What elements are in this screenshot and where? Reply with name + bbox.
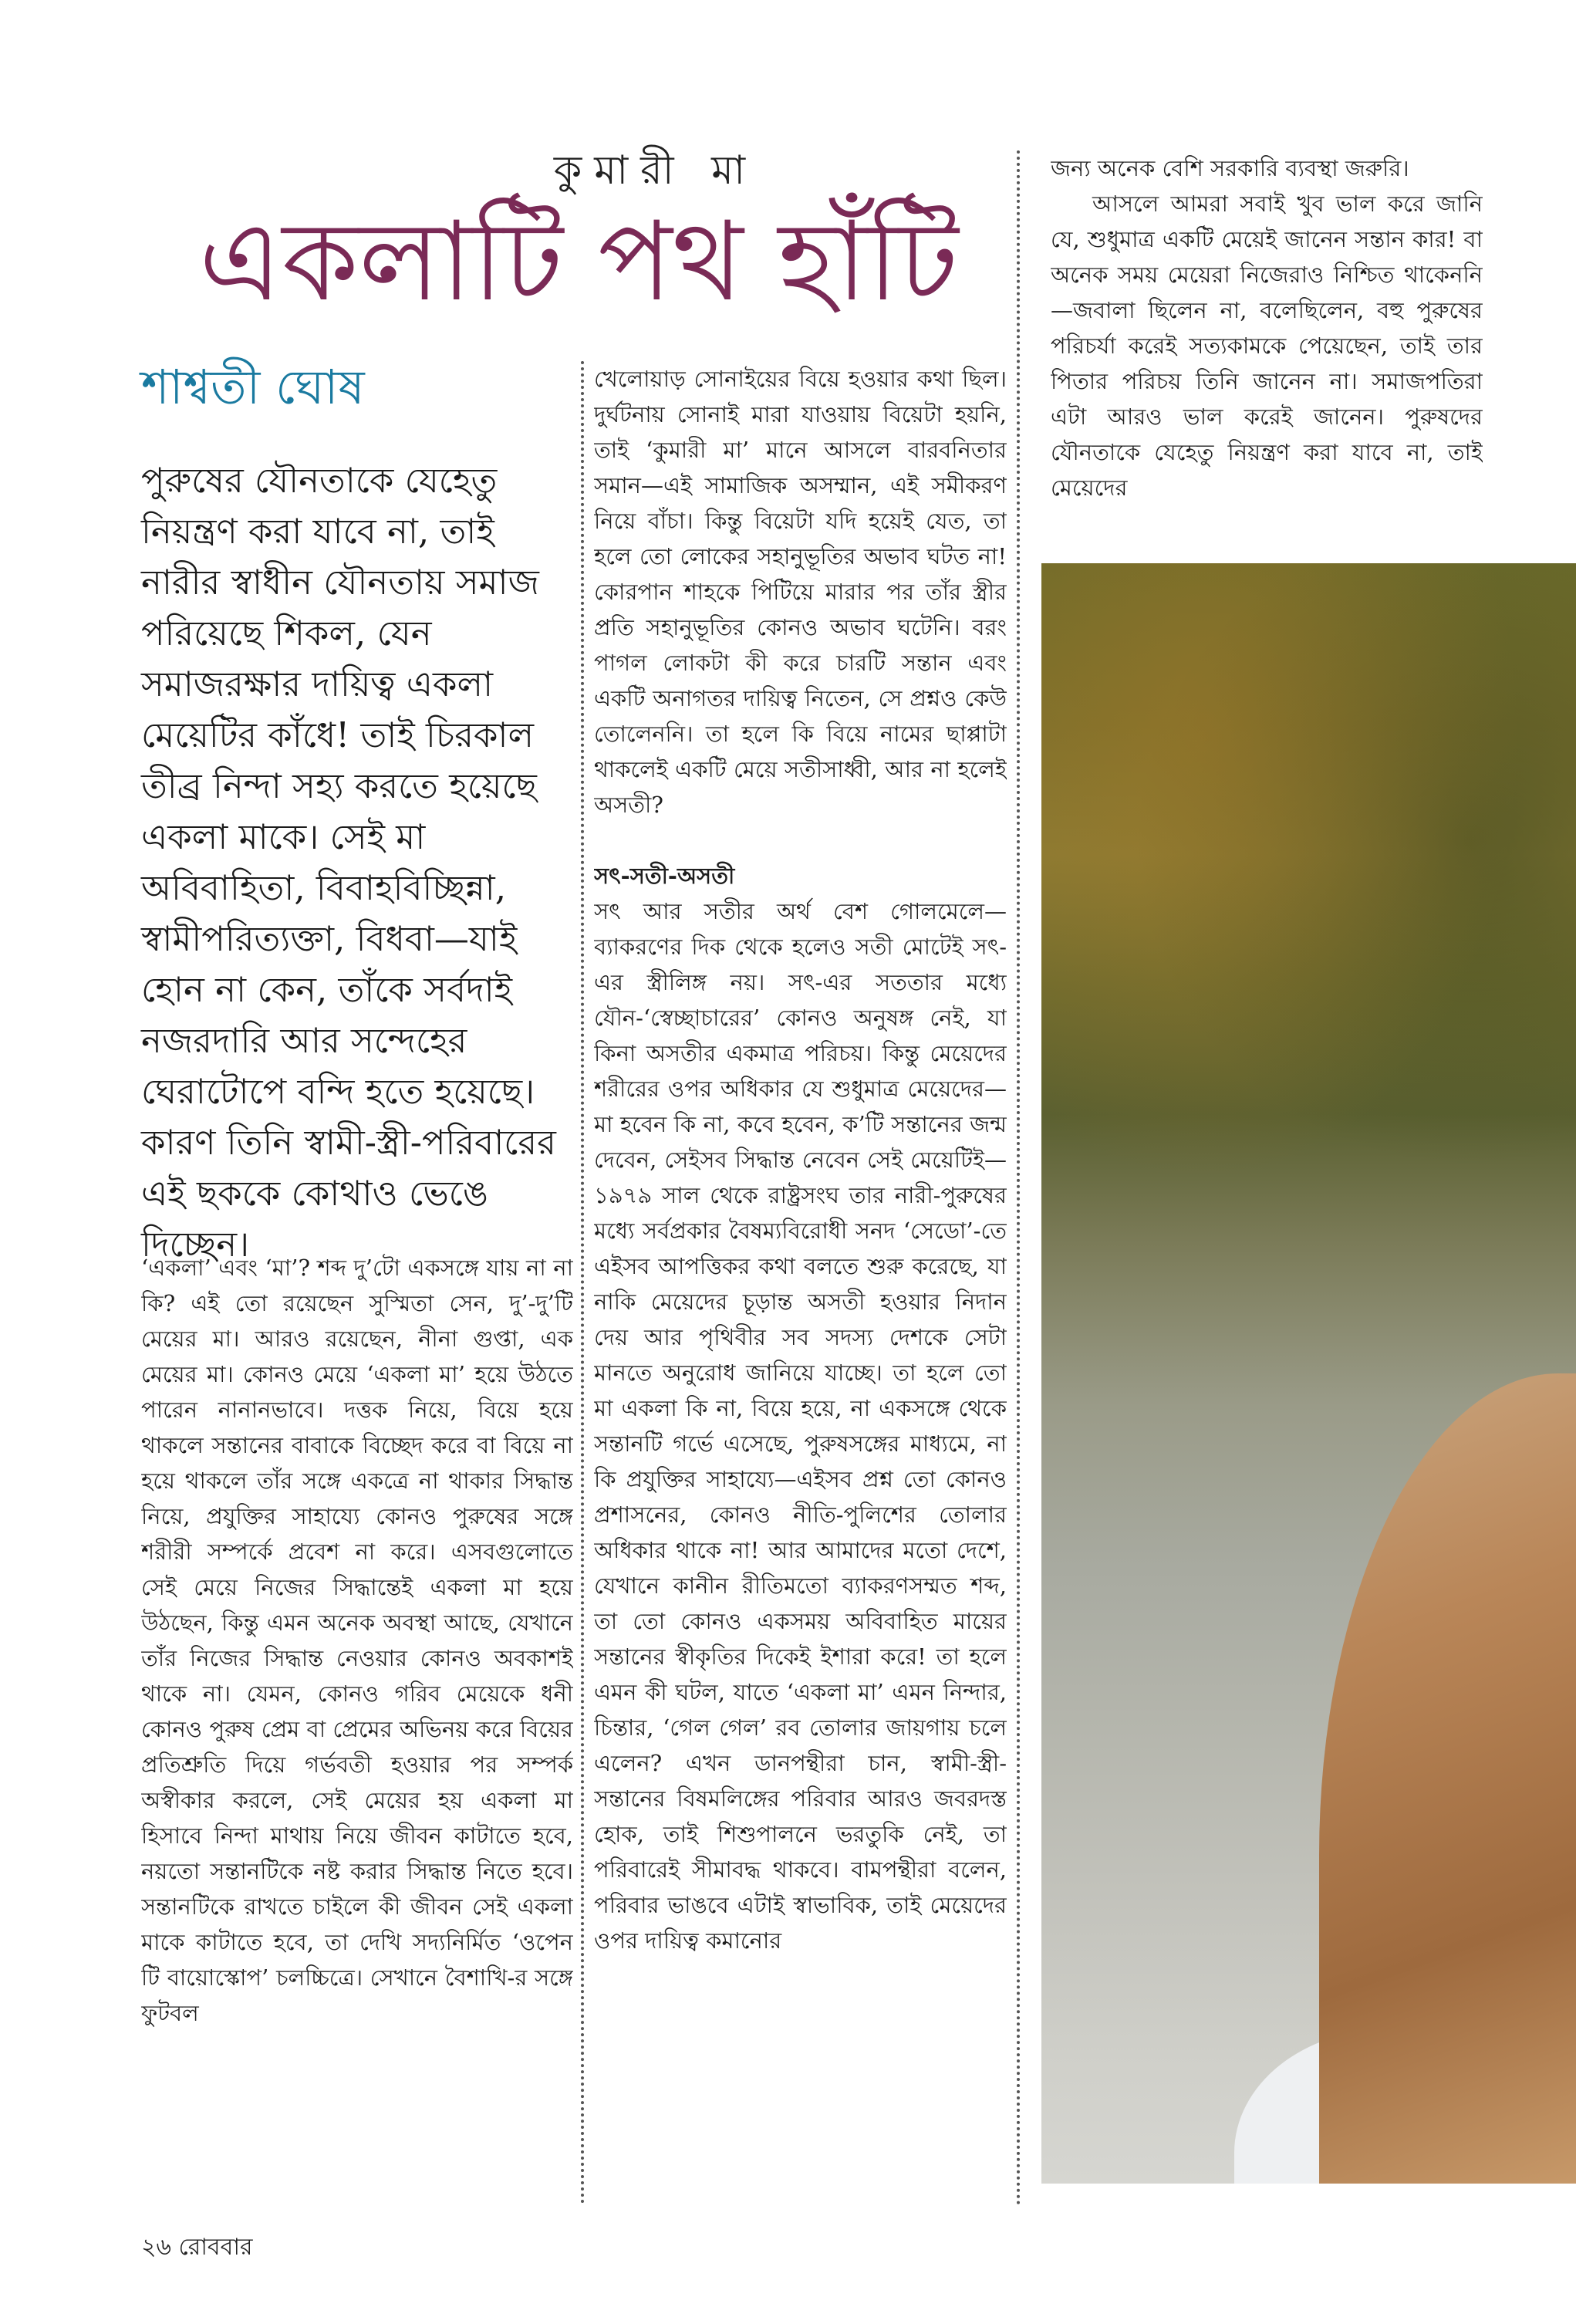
standfirst [141,455,573,1270]
column-divider [581,361,584,2205]
standfirst-text: পুরুষের যৌনতাকে যেহেতু নিয়ন্ত্রণ করা যাবে না, তাই নারীর স্বাধীন যৌনতায় সমাজ পরিয়েছে শিকল, যেন সমাজরক্ষার দায়িত্ব একলা মেয়েটির কাঁধে! তাই চিরকাল তীব্র নিন্দা সহ্য করতে হয়েছে একলা মাকে। সেই মা অবিবাহিতা, বিবাহবিচ্ছিন্না, স্বামীপরিত্যক্তা, বিধবা—যাই হোন না কেন, তাঁকে সর্বদাই নজরদারি আর সন্দেহের ঘেরাটোপে বন্দি হতে হয়েছে। কারণ তিনি স্বামী-স্ত্রী-পরিবারের এই ছককে কোথাও ভেঙে দিচ্ছেন। [141,460,556,1265]
column-3 [1051,150,1483,536]
kicker: কুমারী মা [553,147,758,194]
column-divider [1017,150,1020,2207]
column-2-paragraph-1: খেলোয়াড় সোনাইয়ের বিয়ে হওয়ার কথা ছিল। দুর্ঘটনায় সোনাই মারা যাওয়ায় বিয়েটা হয়নি, তাই ‘কুমারী মা’ মানে আসলে বারবনিতার সমান—এই সামাজিক অসম্মান, এই সমীকরণ নিয়ে বাঁচা। কিন্তু বিয়েটা যদি হয়েই যেত, তা হলে তো লোকের সহানুভূতির অভাব ঘটত না! কোরপান শাহকে পিটিয়ে মারার পর তাঁর স্ত্রীর প্রতি সহানুভূতির কোনও অভাব ঘটেনি। বরং পাগল লোকটা কী করে চারটি সন্তান এবং একটি অনাগতর দায়িত্ব নিতেন, সে প্রশ্নও কেউ তোলেননি। তা হলে কি বিয়ে নামের ছাপ্পাটা থাকলেই একটি মেয়ে সতীসাধ্বী, আর না হলেই অসতী? [594,366,1007,818]
subheading: সৎ-সতী-অসতী [594,863,735,889]
column-1-paragraph: ‘একলা’ এবং ‘মা’? শব্দ দু’টো একসঙ্গে যায় না না কি? এই তো রয়েছেন সুস্মিতা সেন, দু’-দু’টি মেয়ের মা। আরও রয়েছেন, নীনা গুপ্তা, এক মেয়ের মা। কোনও মেয়ে ‘একলা মা’ হয়ে উঠতে পারেন নানানভাবে। দত্তক নিয়ে, বিয়ে হয়ে থাকলে সন্তানের বাবাকে বিচ্ছেদ করে বা বিয়ে না হয়ে থাকলে তাঁর সঙ্গে একত্রে না থাকার সিদ্ধান্ত নিয়ে, প্রযুক্তির সাহায্যে কোনও পুরুষের সঙ্গে শরীরী সম্পর্কে প্রবেশ না করে। এসবগুলোতে সেই মেয়ে নিজের সিদ্ধান্তেই একলা মা হয়ে উঠছেন, কিন্তু এমন অনেক অবস্থা আছে, যেখানে তাঁর নিজের সিদ্ধান্ত নেওয়ার কোনও অবকাশই থাকে না। যেমন, কোনও গরিব মেয়েকে ধনী কোনও পুরুষ প্রেম বা প্রেমের অভিনয় করে বিয়ের প্রতিশ্রুতি দিয়ে গর্ভবতী হওয়ার পর সম্পর্ক অস্বীকার করলে, সেই মেয়ের হয় একলা মা হিসাবে নিন্দা মাথায় নিয়ে জীবন কাটাতে হবে, নয়তো সন্তানটিকে নষ্ট করার সিদ্ধান্ত নিতে হবে। সন্তানটিকে রাখতে চাইলে কী জীবন সেই একলা মাকে কাটাতে হবে, তা দেখি সদ্যনির্মিত ‘ওপেন টি বায়োস্কোপ’ চলচ্চিত্রে। সেখানে বৈশাখি-র সঙ্গে ফুটবল [141,1255,573,2026]
byline: শাশ্বতী ঘোষ [141,359,365,415]
column-3-paragraph-2: আসলে আমরা সবাই খুব ভাল করে জানি যে, শুধুমাত্র একটি মেয়েই জানেন সন্তান কার! বা অনেক সময় মেয়েরা নিজেরাও নিশ্চিত থাকেননি—জবালা ছিলেন না, বলেছিলেন, বহু পুরুষের পরিচর্যা করেই সত্যকামকে পেয়েছেন, তাই তার পিতার পরিচয় তিনি জানেন না। সমাজপতিরা এটা আরও ভাল করেই জানেন। পুরুষদের যৌনতাকে যেহেতু নিয়ন্ত্রণ করা যাবে না, তাই মেয়েদের [1051,191,1483,501]
headline: একলাটি পথ হাঁটি [198,198,959,326]
column-3-paragraph-1: জন্য অনেক বেশি সরকারি ব্যবস্থা জরুরি। [1051,155,1409,181]
page-folio: ২৬ রোববার [141,2234,253,2261]
water-reflection [1041,563,1576,1258]
column-2-paragraph-2: সৎ আর সতীর অর্থ বেশ গোলমেলে—ব্যাকরণের দিক থেকে হলেও সতী মোটেই সৎ-এর স্ত্রীলিঙ্গ নয়। সৎ-এর সততার মধ্যে যৌন-‘স্বেচ্ছাচারের’ কোনও অনুষঙ্গ নেই, যা কিনা অসতীর একমাত্র পরিচয়। কিন্তু মেয়েদের শরীরের ওপর অধিকার যে শুধুমাত্র মেয়েদের—মা হবেন কি না, কবে হবেন, ক’টি সন্তানের জন্ম দেবেন, সেইসব সিদ্ধান্ত নেবেন সেই মেয়েটিই—১৯৭৯ সাল থেকে রাষ্ট্রসংঘ তার নারী-পুরুষের মধ্যে সর্বপ্রকার বৈষম্যবিরোধী সনদ ‘সেডো’-তে এইসব আপত্তিকর কথা বলতে শুরু করেছে, যা নাকি মেয়েদের চূড়ান্ত অসতী হওয়ার নিদান দেয় আর পৃথিবীর সব সদস্য দেশকে সেটা মানতে অনুরোধ জানিয়ে যাচ্ছে। তা হলে তো মা একলা কি না, বিয়ে হয়ে, না একসঙ্গে থেকে সন্তানটি গর্ভে এসেছে, পুরুষসঙ্গের মাধ্যমে, না কি প্রযুক্তির সাহায্যে—এইসব প্রশ্ন তো কোনও প্রশাসনের, কোনও নীতি-পুলিশের তোলার অধিকার থাকে না! আর আমাদের মতো দেশে, যেখানে কানীন রীতিমতো ব্যাকরণসম্মত শব্দ, তা তো কোনও একসময় অবিবাহিত মায়ের সন্তানের স্বীকৃতির দিকেই ইশারা করে! তা হলে এমন কী ঘটল, যাতে ‘একলা মা’ এমন নিন্দার, চিন্তার, ‘গেল গেল’ রব তোলার জায়গায় চলে এলেন? এখন ডানপন্থীরা চান, স্বামী-স্ত্রী-সন্তানের বিষমলিঙ্গের পরিবার আরও জবরদস্ত হোক, তাই শিশুপালনে ভরতুকি নেই, তা পরিবারেই সীমাবদ্ধ থাকবে। বামপন্থীরা বলেন, পরিবার ভাঙবে এটাই স্বাভাবিক, তাই মেয়েদের ওপর দায়িত্ব কমানোর [594,898,1007,1954]
photo-girl-by-water [1041,563,1576,2184]
photo-hair [1319,1373,1576,2184]
column-2 [594,361,1007,2174]
column-1 [141,1250,573,2153]
